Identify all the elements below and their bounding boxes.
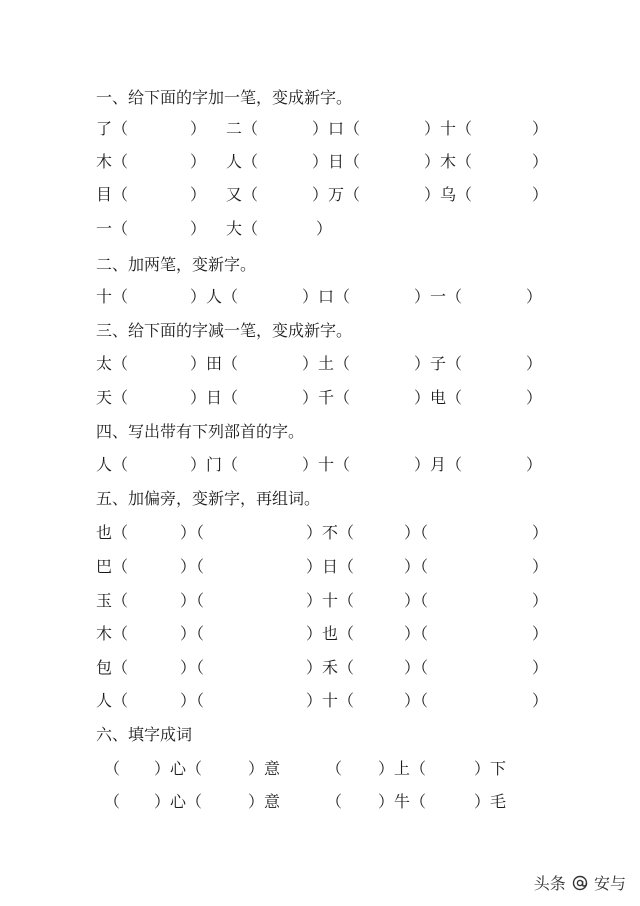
row-token: 巴（ xyxy=(96,557,129,576)
row-token: ）日（ xyxy=(306,557,355,576)
row-token: 大（ xyxy=(226,219,259,238)
watermark-prefix: 头条 xyxy=(533,874,566,893)
row-token: ）（ xyxy=(404,624,429,643)
row-token: ）口（ xyxy=(302,287,351,306)
at-sign-icon xyxy=(572,875,588,891)
row-token: ）牛（ xyxy=(378,792,427,811)
row-token: ）日（ xyxy=(312,152,361,171)
row-token: （ xyxy=(326,792,343,811)
row-token: ） xyxy=(190,219,207,238)
row-token: ）十（ xyxy=(306,591,355,610)
row-token: 木（ xyxy=(96,624,129,643)
row-token: ）（ xyxy=(404,523,429,542)
row-token: ）日（ xyxy=(190,388,239,407)
section-6-row-2 xyxy=(0,789,640,815)
row-token: ）禾（ xyxy=(306,658,355,677)
row-token: 玉（ xyxy=(96,591,129,610)
row-token: ）（ xyxy=(180,557,205,576)
section-5-row-1 xyxy=(0,520,640,546)
row-token: 包（ xyxy=(96,658,129,677)
row-token: ）（ xyxy=(404,658,429,677)
section-2-row-1 xyxy=(0,284,640,310)
row-token: ）上（ xyxy=(378,759,427,778)
row-token: ） xyxy=(190,185,207,204)
section-5-row-4 xyxy=(0,621,640,647)
row-token: ） xyxy=(532,152,549,171)
row-token: 目（ xyxy=(96,185,129,204)
row-token: ）意 xyxy=(248,792,281,811)
row-token: （ xyxy=(104,759,121,778)
row-token: ） xyxy=(526,354,543,373)
row-token: 人（ xyxy=(96,691,129,710)
section-2-heading: 二、加两笔，变新字。 xyxy=(96,255,257,274)
row-token: ） xyxy=(526,287,543,306)
row-token: ）万（ xyxy=(312,185,361,204)
row-token: ）千（ xyxy=(302,388,351,407)
row-token: 人（ xyxy=(96,455,129,474)
row-token: ）土（ xyxy=(302,354,351,373)
row-token: 天（ xyxy=(96,388,129,407)
row-token: （ xyxy=(104,792,121,811)
row-token: ）人（ xyxy=(190,287,239,306)
row-token: ）乌（ xyxy=(424,185,473,204)
section-1-row-1 xyxy=(0,116,640,142)
section-3-row-1 xyxy=(0,351,640,377)
row-token: ）十（ xyxy=(306,691,355,710)
row-token: ）口（ xyxy=(312,119,361,138)
row-token: 十（ xyxy=(96,287,129,306)
row-token: ）月（ xyxy=(414,455,463,474)
row-token: 太（ xyxy=(96,354,129,373)
row-token: ）也（ xyxy=(306,624,355,643)
section-4-row-1 xyxy=(0,452,640,478)
section-1-row-3 xyxy=(0,182,640,208)
row-token: ） xyxy=(532,523,549,542)
row-token: ）（ xyxy=(404,591,429,610)
section-1-row-2 xyxy=(0,149,640,175)
row-token: ）电（ xyxy=(414,388,463,407)
row-token: ） xyxy=(532,557,549,576)
row-token: ）毛 xyxy=(474,792,507,811)
row-token: ）子（ xyxy=(414,354,463,373)
section-4-heading: 四、写出带有下列部首的字。 xyxy=(96,422,305,441)
row-token: ）（ xyxy=(180,523,205,542)
row-token: 二（ xyxy=(226,119,259,138)
section-1-row-4 xyxy=(0,216,640,242)
row-token: ）一（ xyxy=(414,287,463,306)
row-token: ）不（ xyxy=(306,523,355,542)
row-token: ） xyxy=(532,185,549,204)
row-token: ） xyxy=(532,591,549,610)
section-6-row-1 xyxy=(0,756,640,782)
row-token: ） xyxy=(190,119,207,138)
row-token: ）门（ xyxy=(190,455,239,474)
row-token: ）下 xyxy=(474,759,507,778)
watermark xyxy=(534,871,626,894)
row-token: ） xyxy=(526,455,543,474)
row-token: ） xyxy=(532,658,549,677)
section-3-row-2 xyxy=(0,385,640,411)
section-5-row-5 xyxy=(0,655,640,681)
section-1-heading: 一、给下面的字加一笔，变成新字。 xyxy=(96,88,353,107)
section-5-heading: 五、加偏旁，变新字，再组词。 xyxy=(96,489,321,508)
row-token: ）田（ xyxy=(190,354,239,373)
row-token: ） xyxy=(316,219,333,238)
row-token: ） xyxy=(532,691,549,710)
row-token: 木（ xyxy=(96,152,129,171)
row-token: ）十（ xyxy=(424,119,473,138)
row-token: ）意 xyxy=(248,759,281,778)
row-token: ）心（ xyxy=(154,792,203,811)
row-token: ）（ xyxy=(180,691,205,710)
row-token: 一（ xyxy=(96,219,129,238)
row-token: ）十（ xyxy=(302,455,351,474)
section-3-heading: 三、给下面的字减一笔，变成新字。 xyxy=(96,321,353,340)
row-token: 人（ xyxy=(226,152,259,171)
row-token: ）（ xyxy=(404,691,429,710)
section-5-row-6 xyxy=(0,688,640,714)
row-token: （ xyxy=(326,759,343,778)
row-token: ） xyxy=(532,624,549,643)
row-token: ）（ xyxy=(180,658,205,677)
row-token: ）（ xyxy=(404,557,429,576)
row-token: 了（ xyxy=(96,119,129,138)
row-token: ）（ xyxy=(180,591,205,610)
watermark-handle: 安与 xyxy=(593,874,626,893)
row-token: ）心（ xyxy=(154,759,203,778)
row-token: ）木（ xyxy=(424,152,473,171)
row-token: ） xyxy=(532,119,549,138)
row-token: ） xyxy=(526,388,543,407)
row-token: ）（ xyxy=(180,624,205,643)
row-token: 又（ xyxy=(226,185,259,204)
section-5-row-3 xyxy=(0,588,640,614)
row-token: ） xyxy=(190,152,207,171)
row-token: 也（ xyxy=(96,523,129,542)
section-6-heading: 六、填字成词 xyxy=(96,725,193,744)
section-5-row-2 xyxy=(0,554,640,580)
